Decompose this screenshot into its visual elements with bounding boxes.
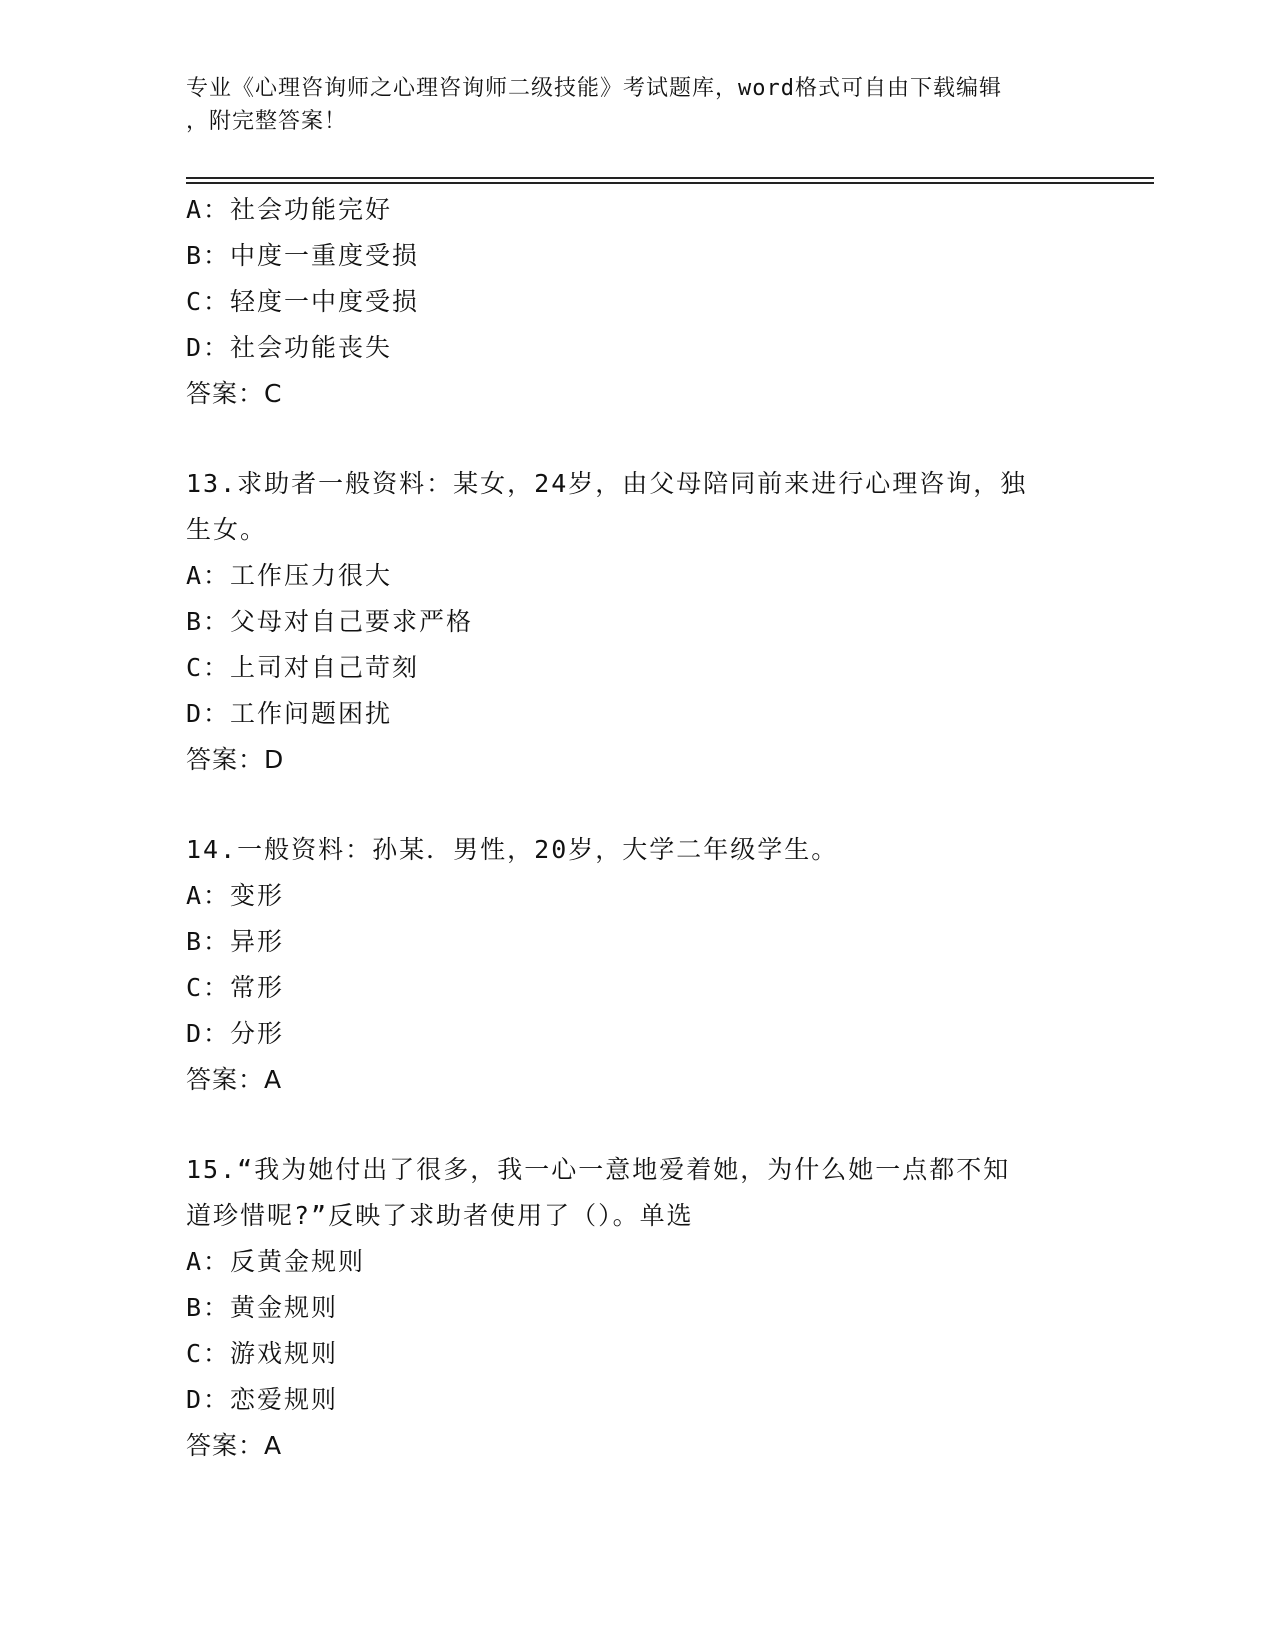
question-stem [186, 1147, 1086, 1239]
option-d: D：社会功能丧失 [186, 333, 393, 362]
option-d: D：恋爱规则 [186, 1385, 339, 1414]
question-block-12 [186, 187, 1086, 417]
answer-line: 答案：A [186, 1065, 283, 1094]
option-c: C：常形 [186, 973, 285, 1002]
option-c: C：游戏规则 [186, 1339, 339, 1368]
option-b: B：父母对自己要求严格 [186, 607, 474, 636]
question-block-13 [186, 461, 1086, 783]
question-block-14 [186, 827, 1086, 1103]
option-a: A：社会功能完好 [186, 195, 393, 224]
document-header [186, 72, 1066, 138]
question-stem-line: 15.“我为她付出了很多，我一心一意地爱着她，为什么她一点都不知 [186, 1155, 1011, 1184]
question-block-15 [186, 1147, 1086, 1469]
question-stem-line: 13.求助者一般资料：某女，24岁，由父母陪同前来进行心理咨询，独 [186, 469, 1028, 498]
header-title-line-1: 专业《心理咨询师之心理咨询师二级技能》考试题库，word格式可自由下载编辑 [186, 76, 1002, 101]
option-a: A：反黄金规则 [186, 1247, 366, 1276]
option-c: C：上司对自己苛刻 [186, 653, 420, 682]
header-title-line-2: ，附完整答案！ [186, 109, 348, 134]
option-b: B：黄金规则 [186, 1293, 339, 1322]
answer-line: 答案：C [186, 379, 283, 408]
option-a: A：变形 [186, 881, 285, 910]
answer-line: 答案：D [186, 745, 285, 774]
question-stem [186, 827, 1086, 873]
question-stem-line: 道珍惜呢?”反映了求助者使用了（）。单选 [186, 1201, 694, 1230]
option-a: A：工作压力很大 [186, 561, 393, 590]
header-divider-top [186, 177, 1154, 179]
answer-line: 答案：A [186, 1431, 283, 1460]
header-divider-bottom [186, 182, 1154, 184]
option-d: D：分形 [186, 1019, 285, 1048]
option-d: D：工作问题困扰 [186, 699, 393, 728]
option-b: B：中度一重度受损 [186, 241, 420, 270]
option-c: C：轻度一中度受损 [186, 287, 420, 316]
question-stem-line: 14.一般资料：孙某．男性，20岁，大学二年级学生。 [186, 835, 839, 864]
question-stem [186, 461, 1086, 553]
option-b: B：异形 [186, 927, 285, 956]
question-list [186, 187, 1086, 1513]
question-stem-line: 生女。 [186, 515, 268, 544]
